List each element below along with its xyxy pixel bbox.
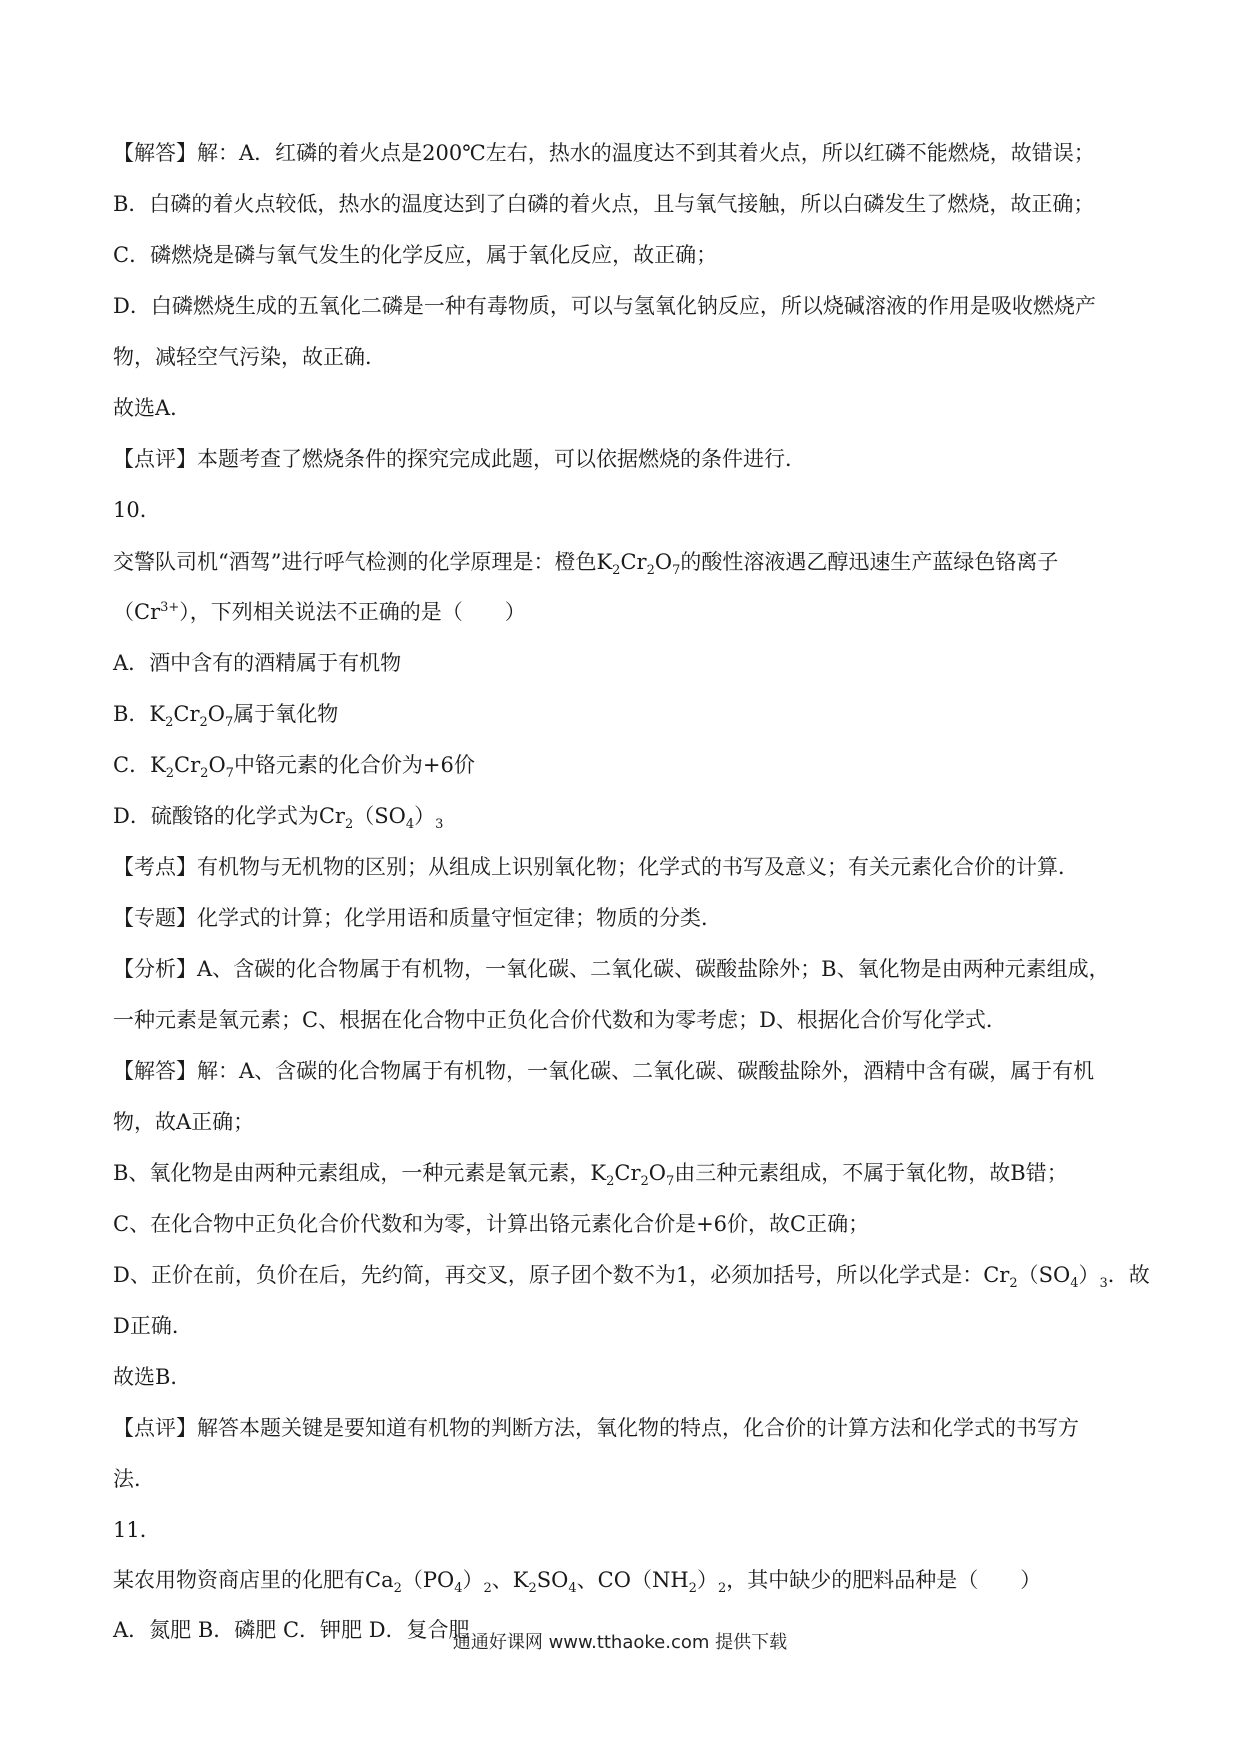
text-run: B、氧化物是由两种元素组成，一种元素是氧元素，K (113, 1161, 607, 1185)
text-run: D．硫酸铬的化学式为Cr (113, 804, 345, 828)
subscript: 2 (200, 766, 209, 782)
subscript: 2 (344, 817, 354, 833)
subscript: 2 (688, 1581, 697, 1597)
text-line: 物，故A正确； (113, 1110, 255, 1134)
text-run: ） (1078, 1263, 1100, 1287)
text-run: 的酸性溶液遇乙醇迅速生产蓝绿色铬离子 (680, 550, 1059, 574)
subscript: 2 (483, 1581, 492, 1597)
superscript: 3+ (160, 600, 180, 615)
page-footer: 通通好课网 www.tthaoke.com 提供下载 (452, 1632, 788, 1653)
text-run: 、K (491, 1568, 529, 1592)
text-line: 【点评】本题考查了燃烧条件的探究完成此题，可以依据燃烧的条件进行． (113, 447, 806, 471)
subscript: 3 (1099, 1276, 1108, 1292)
text-line: 【解答】解：A、含碳的化合物属于有机物，一氧化碳、二氧化碳、碳酸盐除外，酒精中含有碳，属于有机 (113, 1059, 1095, 1083)
text-run: Cr (614, 1161, 641, 1185)
text-run: 、CO（NH (576, 1568, 689, 1592)
text-run: ） (414, 804, 436, 828)
text-line: C、在化合物中正负化合价代数和为零，计算出铬元素化合价是+6价，故C正确； (113, 1212, 870, 1236)
subscript: 2 (165, 766, 175, 782)
text-line: A．酒中含有的酒精属于有机物 (113, 651, 402, 675)
text-line (113, 699, 338, 729)
text-line: 【解答】解：A．红磷的着火点是200℃左右，热水的温度达不到其着火点，所以红磷不能燃烧，故错误； (113, 141, 1095, 165)
text-line: D．白磷燃烧生成的五氧化二磷是一种有毒物质，可以与氢氧化钠反应，所以烧碱溶液的作用是吸收燃烧产 (113, 294, 1096, 318)
text-line (113, 547, 1058, 577)
text-line (113, 1260, 1150, 1290)
subscript: 2 (165, 715, 174, 731)
text-line: 物，减轻空气污染，故正确． (113, 345, 386, 369)
text-line: 【分析】A、含碳的化合物属于有机物，一氧化碳、二氧化碳、碳酸盐除外；B、氧化物是由两种元素组成， (113, 957, 1110, 981)
text-line: B．白磷的着火点较低，热水的温度达到了白磷的着火点，且与氧气接触，所以白磷发生了燃烧，故正确； (113, 192, 1095, 216)
text-line (113, 1565, 1041, 1595)
subscript: 4 (454, 1581, 463, 1597)
subscript: 2 (606, 1174, 615, 1190)
text-run: O (654, 550, 673, 574)
text-run: D、正价在前，负价在后，先约简，再交叉，原子团个数不为1，必须加括号，所以化学式是：Cr (113, 1263, 1010, 1287)
subscript: 7 (225, 715, 234, 731)
subscript: 2 (646, 563, 655, 579)
subscript: 7 (672, 563, 681, 579)
text-line: 一种元素是氧元素；C、根据在化合物中正负化合价代数和为零考虑；D、根据化合价写化学式． (113, 1008, 1007, 1032)
text-run: （Cr (113, 600, 161, 624)
text-run: B．K (113, 702, 166, 726)
subscript: 4 (568, 1581, 577, 1597)
subscript: 2 (612, 563, 621, 579)
subscript: 3 (435, 817, 444, 833)
text-run: （SO (1017, 1263, 1071, 1287)
text-line (113, 1158, 1068, 1188)
text-run: 由三种元素组成，不属于氧化物，故B错； (674, 1161, 1068, 1185)
text-run: Cr (620, 550, 647, 574)
subscript: 2 (199, 715, 208, 731)
text-line: 故选A． (113, 396, 192, 420)
text-run: 某农用物资商店里的化肥有Ca (113, 1568, 394, 1592)
text-line (113, 750, 475, 780)
text-run: 属于氧化物 (233, 702, 339, 726)
text-line: C．磷燃烧是磷与氧气发生的化学反应，属于氧化反应，故正确； (113, 243, 718, 267)
subscript: 4 (405, 817, 415, 833)
subscript: 2 (1009, 1276, 1018, 1292)
text-run: Cr (174, 753, 201, 777)
text-run: ） (462, 1568, 484, 1592)
text-line: A．氮肥 B．磷肥 C．钾肥 D．复合肥 (113, 1618, 470, 1642)
text-run: O (648, 1161, 667, 1185)
text-line: 【专题】化学式的计算；化学用语和质量守恒定律；物质的分类． (113, 906, 722, 930)
text-line: 【考点】有机物与无机物的区别；从组成上识别氧化物；化学式的书写及意义；有关元素化合价的计算． (113, 855, 1079, 879)
text-line: 11． (113, 1518, 161, 1542)
text-line: 故选B． (113, 1365, 192, 1389)
text-line: D正确． (113, 1314, 193, 1338)
text-run: Cr (173, 702, 200, 726)
text-run: ），下列相关说法不正确的是（ ） (179, 600, 526, 624)
subscript: 2 (528, 1581, 537, 1597)
text-run: C．K (113, 753, 166, 777)
text-line (113, 597, 526, 627)
text-run: （PO (401, 1568, 455, 1592)
text-run: 交警队司机“酒驾”进行呼气检测的化学原理是：橙色K (113, 550, 613, 574)
text-run: （SO (353, 804, 406, 828)
text-line: 【点评】解答本题关键是要知道有机物的判断方法，氧化物的特点，化合价的计算方法和化学式的书写方 (113, 1416, 1079, 1440)
subscript: 2 (393, 1581, 402, 1597)
text-run: ） (696, 1568, 718, 1592)
subscript: 2 (640, 1174, 649, 1190)
text-run: ，其中缺少的肥料品种是（ ） (726, 1568, 1042, 1592)
text-line (113, 801, 443, 831)
text-run: 中铬元素的化合价为+6价 (233, 753, 475, 777)
text-line: 法． (113, 1467, 155, 1491)
subscript: 4 (1070, 1276, 1079, 1292)
subscript: 7 (666, 1174, 675, 1190)
subscript: 7 (225, 766, 234, 782)
subscript: 2 (717, 1581, 727, 1597)
text-line: 10． (113, 498, 161, 522)
text-run: O (208, 753, 226, 777)
text-run: ．故 (1107, 1263, 1150, 1287)
text-run: SO (536, 1568, 569, 1592)
text-run: O (207, 702, 226, 726)
